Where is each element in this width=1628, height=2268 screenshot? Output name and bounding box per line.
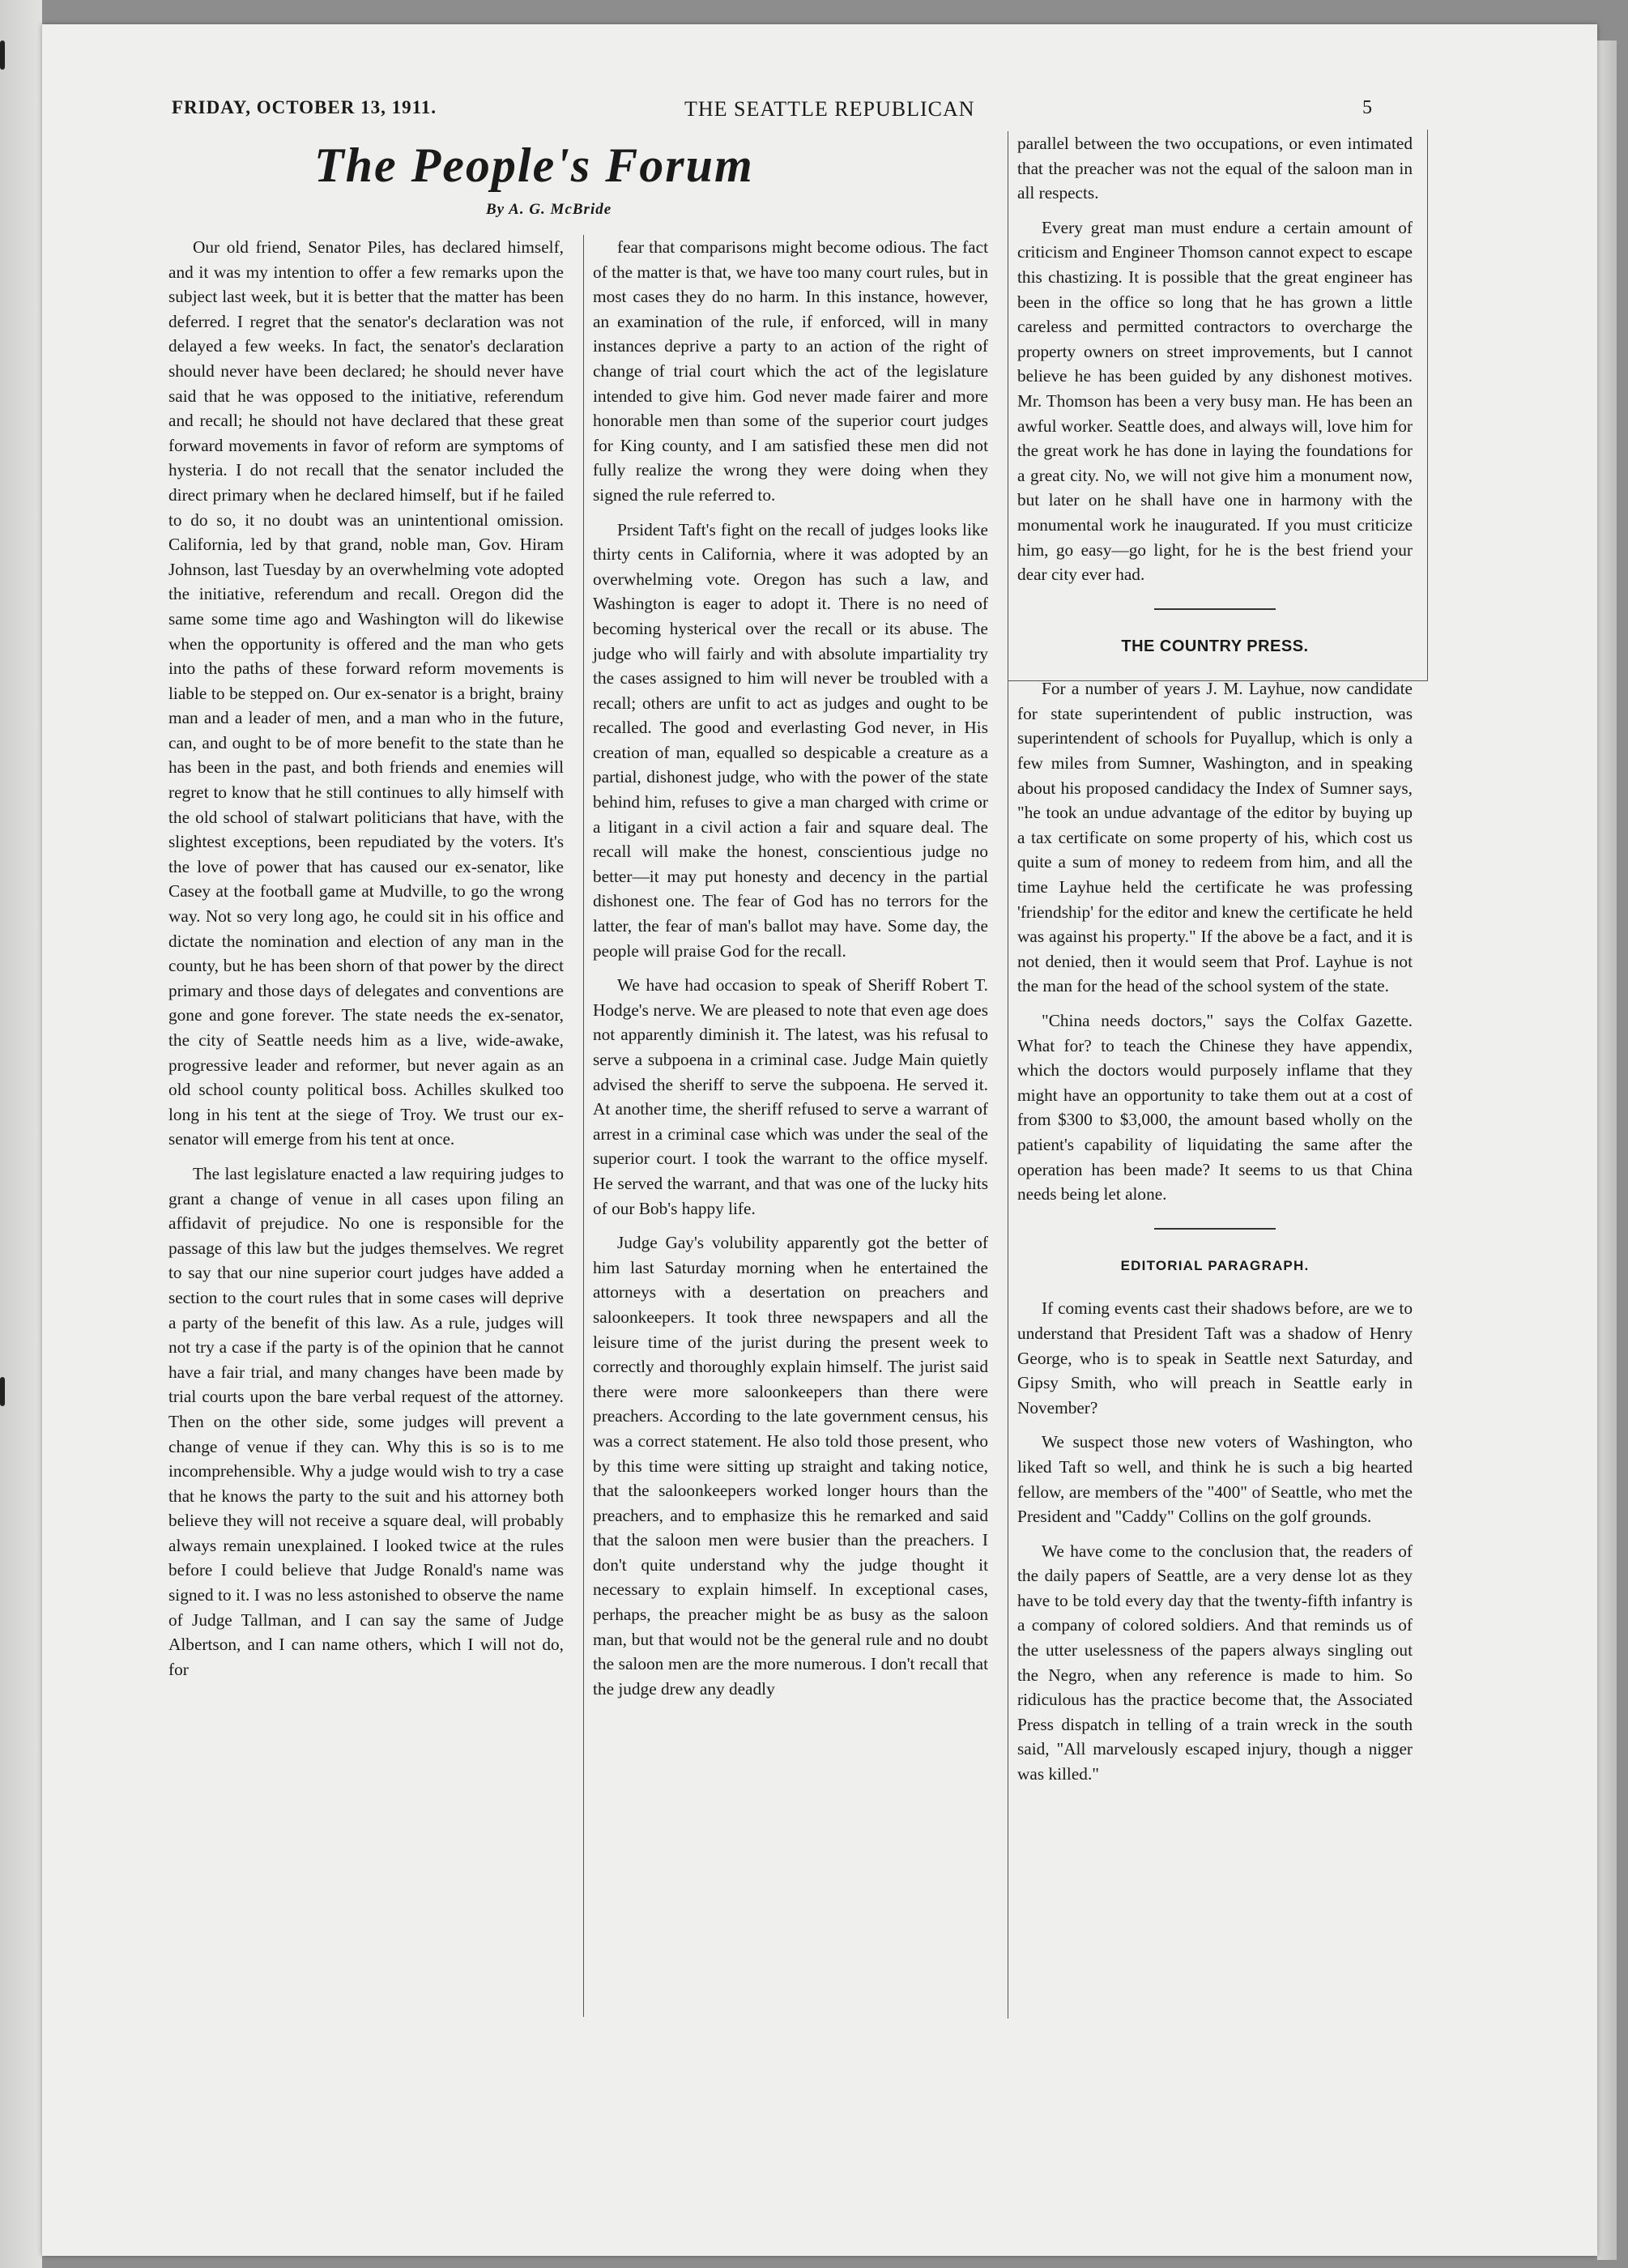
box-border (1427, 130, 1428, 680)
section-heading-country-press: THE COUNTRY PRESS. (1121, 637, 1309, 655)
paragraph: Judge Gay's volubility apparently got the better of him last Saturday morning when he entertained the attorneys with a desertation on preachers and saloonkeepers. It took three newspapers and all the leisure time of the jurist during the present week to correctly and thoroughly explain himself. The jurist said there were more saloonkeepers than there were preachers. According to the late government census, his was a correct statement. He also told those present, who by this time were sitting up straight and taking notice, that the saloonkeepers worked longer hours than the preachers, and to emphasize this he remarked and said that the saloon men were busier than the preachers. I don't quite understand why the judge thought it necessary to explain himself. In exceptional cases, perhaps, the preacher might be as busy as the saloon man, but that would not be the general rule and no doubt the saloon men are the more numerous. I don't recall that the judge drew any deadly (593, 1233, 988, 1699)
section-separator (1154, 608, 1276, 610)
paragraph: If coming events cast their shadows before, are we to understand that President Taft was a shadow of Henry George, who is to speak in Seattle next Saturday, and Gipsy Smith, who will preach in Seattle early in November? (1017, 1298, 1413, 1418)
column-1 (168, 235, 564, 1691)
article-title: The People's Forum (314, 139, 754, 192)
article-byline: By A. G. McBride (486, 201, 612, 218)
column-2 (593, 235, 988, 1711)
paragraph: Prsident Taft's fight on the recall of judges looks like thirty cents in California, where it was adopted by an overwhelming vote. Oregon has such a law, and Washington is eager to adopt it. There is no need of becoming hysterical over the recall or its abuse. The judge who will fairly and with absolute impartiality try the cases assigned to him will never be troubled with a recall; others are unfit to act as judges and ought to be recalled. The good and everlasting God never, in His creation of man, equalled so despicable a creature as a partial, dishonest judge, who with the power of the state behind him, refuses to give a man charged with crime or a litigant in a civil action a fair and square deal. The recall will make the honest, conscientious judge no better—it may put honesty and decency in the partial dishonest one. The fear of God has no terrors for the latter, the fear of man's ballot may have. Some day, the people will praise God for the recall. (593, 519, 988, 961)
paragraph: Every great man must endure a certain amount of criticism and Engineer Thomson cannot expect to escape this chastizing. It is possible that the great engineer has been in the office so long that he has grown a little careless and permitted contractors to overcharge the property owners on street improvements, but I cannot believe he has been guided by any dishonest motives. Mr. Thomson has been a very busy man. He has been an awful worker. Seattle does, and always will, love him for the great work he has done in laying the foundations for a great city. No, we will not give him a monument now, but later on he shall have one in harmony with the monumental work he inaugurated. If you must criticize him, go easy—go light, for he is the best friend your dear city ever had. (1017, 217, 1413, 585)
paragraph: fear that comparisons might become odious. The fact of the matter is that, we have too many court rules, but in most cases they do no harm. In this instance, however, an examination of the rule, if enforced, will in many instances deprive a party to an action of the right of change of trial court which the act of the legislature intended to give him. God never made fairer and more honorable men than some of the superior court judges for King county, and I am satisfied these men did not fully realize the wrong they were doing when they signed the rule referred to. (593, 237, 988, 505)
page-number: 5 (1362, 97, 1373, 118)
paragraph: The last legislature enacted a law requiring judges to grant a change of venue in all cases upon filing an affidavit of prejudice. No one is responsible for the passage of this law but the judges themselves. We regret to say that our nine superior court judges have added a section to the court rules that in some cases will deprive a party of the benefit of this law. As a rule, judges will not try a case if the party is of the opinion that he cannot have a fair trial, and many changes have been made by trial courts upon the bare verbal request of the attorney. Then on the other side, some judges will prevent a change of venue if they can. Why this is so is to me incomprehensible. Why a judge would wish to try a case that he knows the party to the suit and his attorney both believe they will not receive a square deal, will probably always remain unexplained. I looked twice at the rules before I could believe that Judge Ronald's name was signed to it. I was no less astonished to observe the name of Judge Tallman, and I can say the same of Judge Albertson, and I can name others, which I will not do, for (168, 1163, 564, 1679)
binder-mark (0, 1377, 5, 1406)
section-separator (1154, 1228, 1276, 1230)
paragraph: We have come to the conclusion that, the readers of the daily papers of Seattle, are a very dense lot as they have to be told every day that the twenty-fifth infantry is a company of colored soldiers. And that reminds us of the utter uselessness of the papers always singling out the Negro, when any reference is made to him. So ridiculous has the practice become that, the Associated Press dispatch in telling of a train wreck in the south said, "All marvelously escaped injury, though a nigger was killed." (1017, 1541, 1413, 1784)
issue-date: FRIDAY, OCTOBER 13, 1911. (172, 97, 437, 117)
paragraph: "China needs doctors," says the Colfax Gazette. What for? to teach the Chinese they have appendix, which the doctors would purposely inflame that they might have an opportunity to take them out at a cost of from $300 to $3,000, the amount based wholly on the patient's capability of liquidating the same after the operation has been made? It seems to us that China needs being let alone. (1017, 1011, 1413, 1204)
binder-mark (0, 40, 5, 70)
paragraph: We have had occasion to speak of Sheriff Robert T. Hodge's nerve. We are pleased to note that even age does not apparently diminish it. The latest, was his refusal to serve a subpoena in a criminal case. Judge Main quietly advised the sheriff to serve the subpoena. He served it. At another time, the sheriff refused to serve a warrant of arrest in a criminal case which was under the seal of the superior court. I took the warrant to the office myself. He served the warrant, and that was one of the lucky hits of our Bob's happy life. (593, 975, 988, 1218)
newspaper-name: THE SEATTLE REPUBLICAN (684, 97, 975, 121)
column-rule (583, 235, 584, 2017)
section-heading-editorial: EDITORIAL PARAGRAPH. (1120, 1257, 1310, 1273)
paragraph: parallel between the two occupations, or even intimated that the preacher was not the equal of the saloon man in all respects. (1017, 134, 1413, 203)
binding-edge (0, 0, 42, 2268)
paragraph: For a number of years J. M. Layhue, now candidate for state superintendent of public instruction, was superintendent of schools for Puyallup, which is only a few miles from Sumner, Washington, and in speaking about his proposed candidacy the Index of Sumner says, "he took an undue advantage of the editor by buying up a tax certificate on some property of his, which cost us quite a sum of money to redeem from him, and all the time Layhue held the certificate he was professing 'friendship' for the editor and knew the certificate he held was against his property." If the above be a fact, and it is not denied, then it would seem that Prof. Layhue is not the man for the head of the school system of the state. (1017, 679, 1413, 996)
page-stack-edge (1597, 40, 1617, 2260)
paragraph: Our old friend, Senator Piles, has declared himself, and it was my intention to offer a few remarks upon the subject last week, but it is better that the matter has been deferred. I regret that the senator's declaration was not delayed a few weeks. In fact, the senator's declaration should never have been declared; he should never have said that he was opposed to the initiative, referendum and recall; he should not have declared that these great forward movements in favor of reform are symptoms of hysteria. I do not recall that the senator included the direct primary when he declared himself, but if he failed to do so, it no doubt was an unintentional omission. California, led by that grand, noble man, Gov. Hiram Johnson, last Tuesday by an overwhelming vote adopted the initiative, referendum and recall. Oregon did the same some time ago and Washington will do likewise when the opportunity is offered and the man who gets into the paths of these forward reform movements is liable to be stepped on. Our ex-senator is a bright, brainy man and a leader of men, and a man who in the future, can, and ought to be of more benefit to the state than he has been in the past, and both friends and enemies will regret to know that he still continues to ally himself with the old school of stalwart politicians that have, with the slightest exceptions, been repudiated by the voters. It's the love of power that has caused our ex-senator, like Casey at the football game at Mudville, to go the wrong way. Not so very long ago, he could sit in his office and dictate the nomination and election of any man in the county, but he has been shorn of that power by the direct primary and those days of delegates and conventions are gone and gone forever. The state needs the ex-senator, the city of Seattle needs him as a live, wide-awake, progressive leader and reformer, but never again as an old school county political boss. Achilles skulked too long in his tent at the siege of Troy. We trust our ex-senator will emerge from his tent at once. (168, 237, 564, 1149)
paragraph: We suspect those new voters of Washington, who liked Taft so well, and think he is such a big hearted fellow, are members of the "400" of Seattle, who met the President and "Caddy" Collins on the golf grounds. (1017, 1432, 1413, 1527)
column-3 (1017, 131, 1413, 1797)
